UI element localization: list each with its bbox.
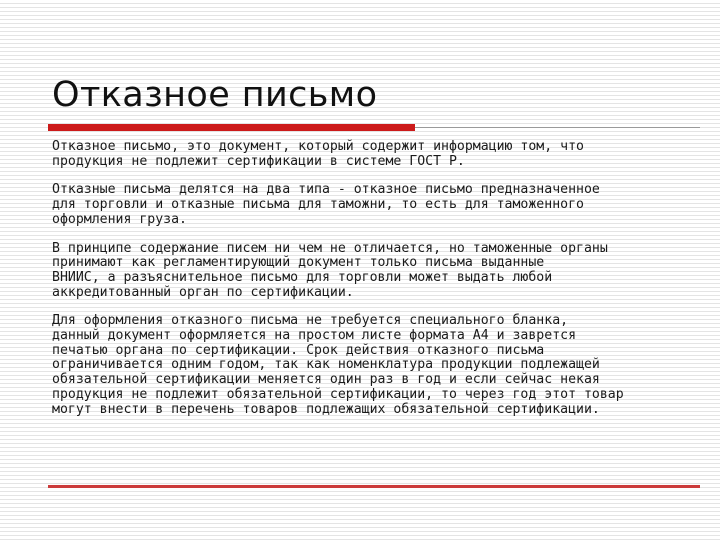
title-accent-bar — [48, 124, 415, 131]
paragraph-formatting: Для оформления отказного письма не требуется специального бланка, данный документ оформляется на простом листе формата А4 и заврется печатью органа по сертификации. Срок действия отказного письма ограничивается одним годом, так как номенклатура продукции подлежащей обязательной сертификации меняется один раз в год и если сейчас некая продукция не подлежит обязательной сертификации, то через год этот товар могут внести в перечень товаров подлежащих обязательной сертификации. — [52, 313, 624, 417]
bottom-rule — [48, 485, 700, 488]
slide-body — [52, 140, 692, 431]
paragraph-content: В принципе содержание писем ни чем не отличается, но таможенные органы принимают как регламентирующий документ только письма выданные ВНИИС, а разъяснительное письмо для торговли может выдать любой аккредитованный орган по сертификации. — [52, 240, 608, 300]
paragraph-types: Отказные письма делятся на два типа - отказное письмо предназначенное для торговли и отказные письма для таможни, то есть для таможенного оформления груза. — [52, 182, 600, 227]
slide-title: Отказное письмо — [52, 75, 378, 115]
paragraph-definition: Отказное письмо, это документ, который содержит информацию том, что продукция не подлежит сертификации в системе ГОСТ Р. — [52, 139, 584, 169]
